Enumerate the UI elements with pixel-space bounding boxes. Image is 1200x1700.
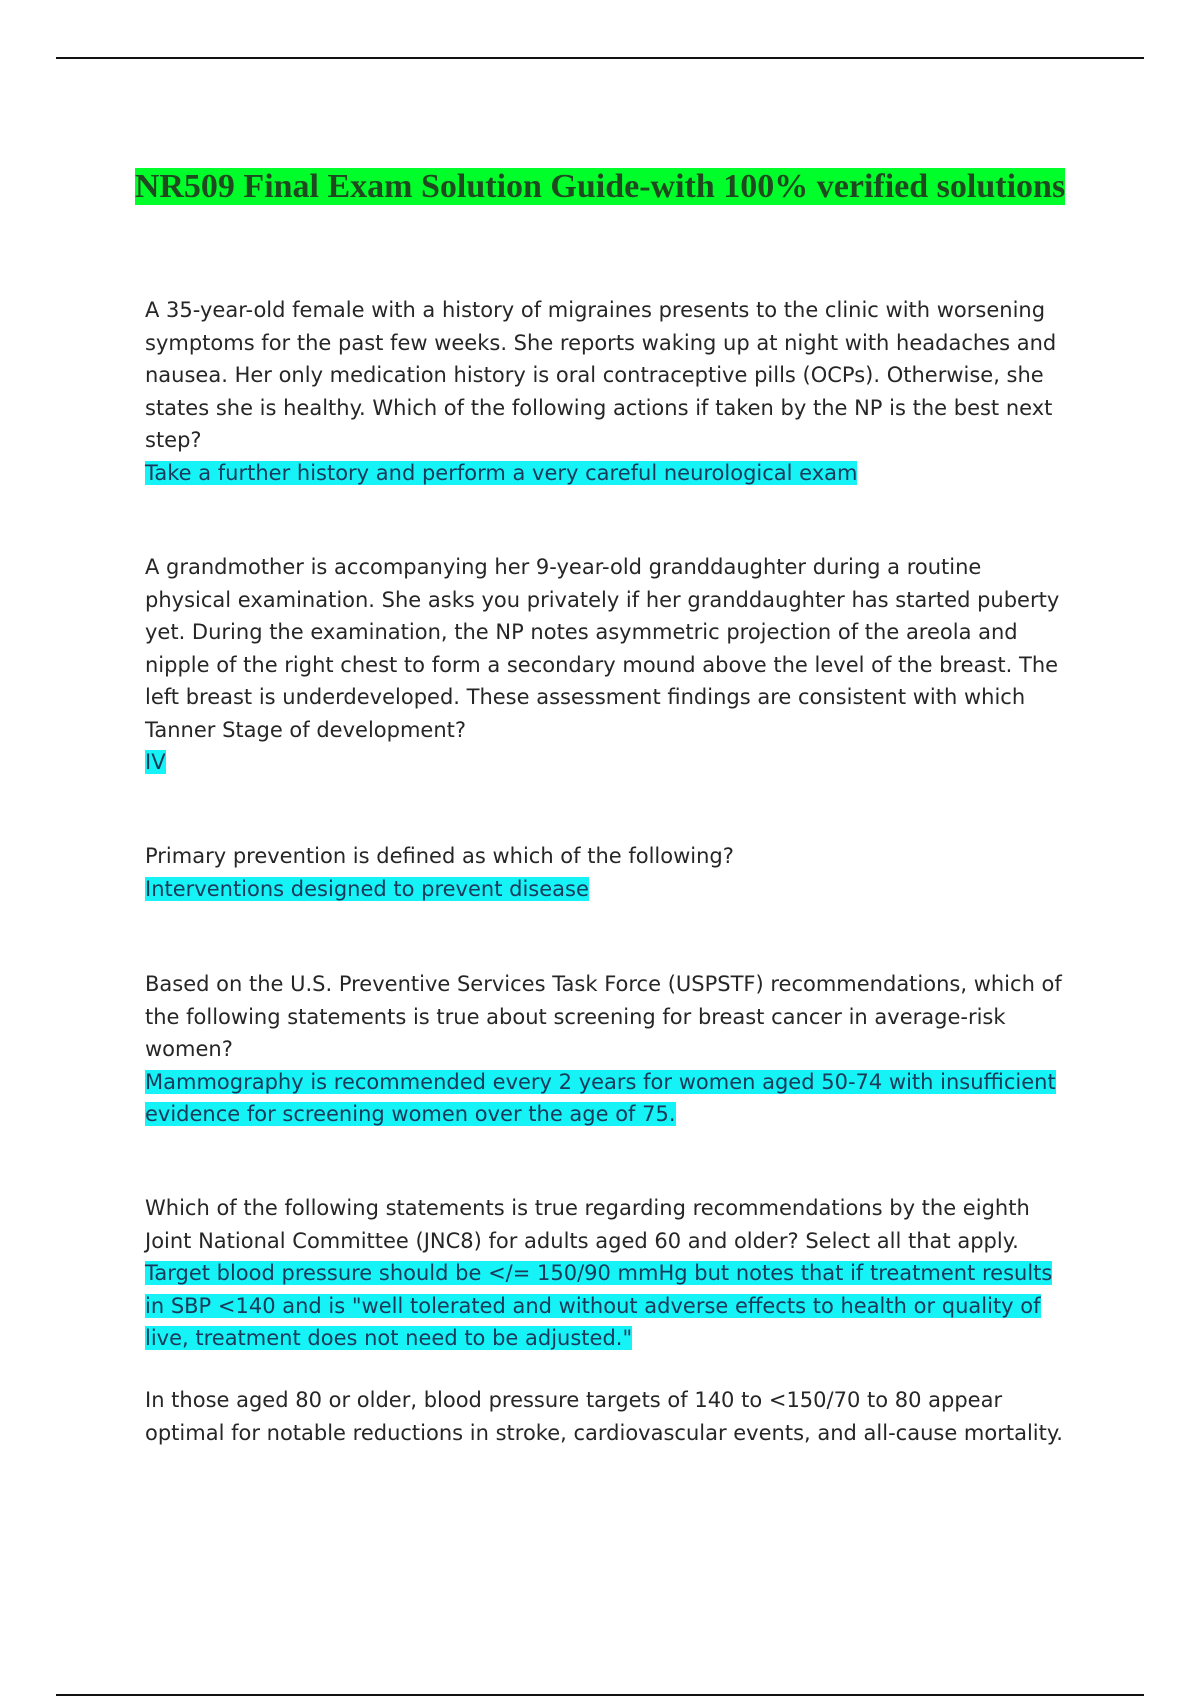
answer-text: IV bbox=[145, 750, 166, 774]
answer-highlight bbox=[145, 746, 1065, 779]
answer-highlight bbox=[145, 873, 1065, 906]
note-text: In those aged 80 or older, blood pressure targets of 140 to <150/70 to 80 appear optimal for notable reductions in stroke, cardiovascular events, and all-cause mortality. bbox=[145, 1388, 1063, 1445]
question-text: A 35-year-old female with a history of migraines presents to the clinic with worsening symptoms for the past few weeks. She reports waking up at night with headaches and nausea. Her only medication history is oral contraceptive pills (OCPs). Otherwise, she states she is healthy. Which of the following actions if taken by the NP is the best next step? bbox=[145, 298, 1057, 452]
answer-highlight bbox=[145, 1257, 1065, 1355]
answer-text: Interventions designed to prevent disease bbox=[145, 876, 589, 901]
question-block-1 bbox=[145, 294, 1065, 489]
answer-text: Take a further history and perform a very careful neurological exam bbox=[145, 460, 858, 485]
question-block-5 bbox=[145, 1192, 1065, 1355]
answer-highlight bbox=[145, 1066, 1065, 1131]
answer-text: Target blood pressure should be </= 150/90 mmHg but notes that if treatment results in SBP <140 and is "well tolerated and without adverse effects to health or quality of live, treatment does not need to be adjusted." bbox=[145, 1261, 1053, 1350]
note-block bbox=[145, 1384, 1065, 1449]
top-rule bbox=[56, 57, 1144, 59]
question-text: Which of the following statements is true regarding recommendations by the eighth Joint National Committee (JNC8) for adults aged 60 and older? Select all that apply. bbox=[145, 1196, 1030, 1253]
answer-text: Mammography is recommended every 2 years for women aged 50-74 with insufficient evidence for screening women over the age of 75. bbox=[145, 1069, 1056, 1126]
document-title bbox=[130, 166, 1070, 207]
question-text: Based on the U.S. Preventive Services Task Force (USPSTF) recommendations, which of the following statements is true about screening for breast cancer in average-risk women? bbox=[145, 972, 1062, 1061]
question-block-2 bbox=[145, 551, 1065, 779]
question-text: Primary prevention is defined as which of the following? bbox=[145, 844, 734, 868]
bottom-rule bbox=[56, 1694, 1144, 1696]
question-text: A grandmother is accompanying her 9-year-old granddaughter during a routine physical examination. She asks you privately if her granddaughter has started puberty yet. During the examination, the NP notes asymmetric projection of the areola and nipple of the right chest to form a secondary mound above the level of the breast. The left breast is underdeveloped. These assessment findings are consistent with which Tanner Stage of development? bbox=[145, 555, 1060, 742]
question-block-4 bbox=[145, 968, 1065, 1131]
question-block-3 bbox=[145, 840, 1065, 905]
document-title-text: NR509 Final Exam Solution Guide-with 100% verified solutions bbox=[134, 167, 1066, 205]
answer-highlight bbox=[145, 457, 1065, 490]
